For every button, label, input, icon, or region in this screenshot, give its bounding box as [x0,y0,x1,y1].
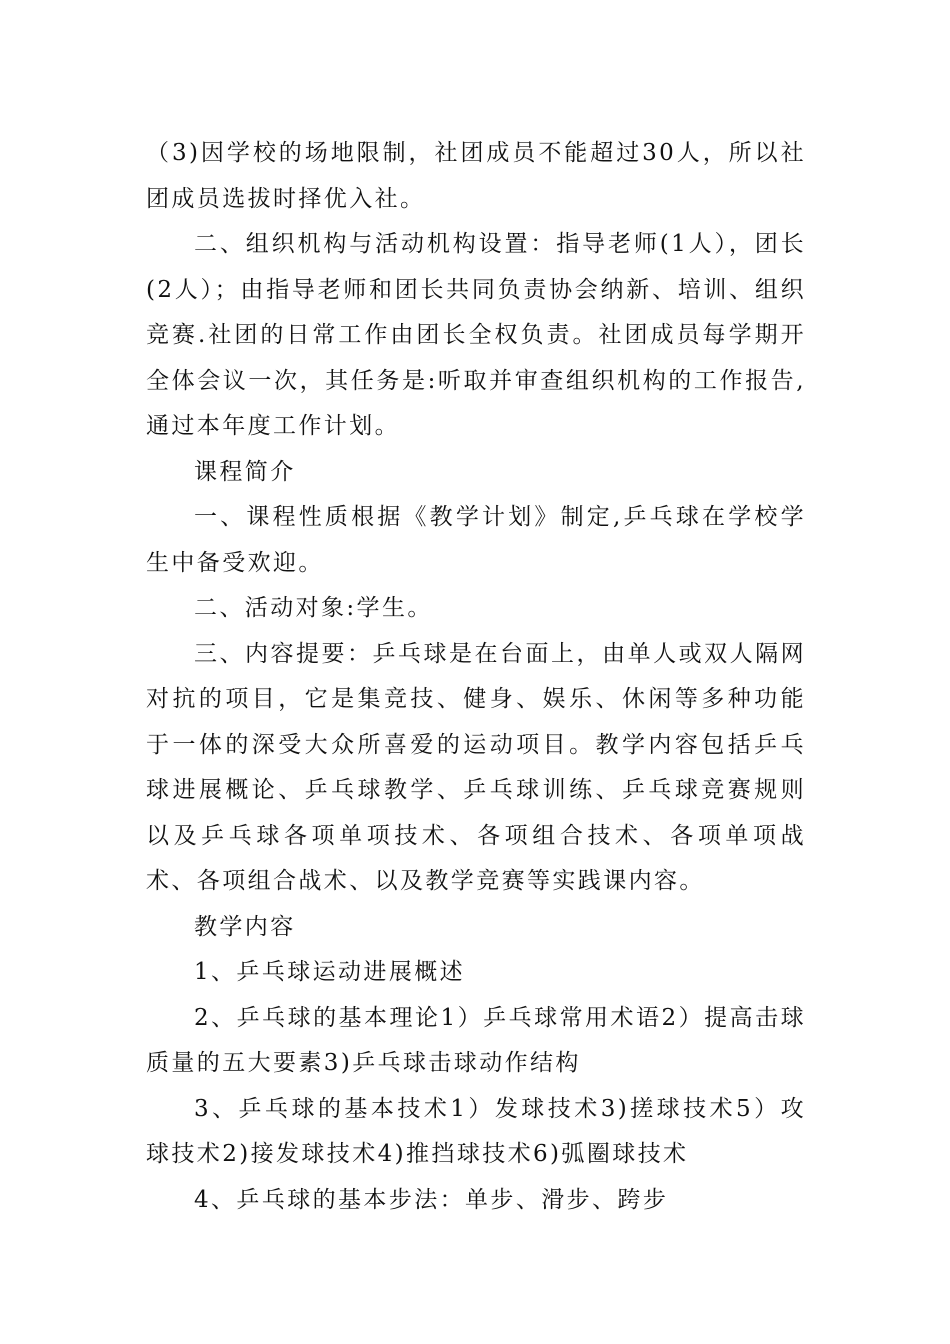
heading-teaching-content: 教学内容 [194,913,296,940]
list-item-4: 4、乒乓球的基本步法：单步、滑步、跨步 [194,1186,669,1213]
paragraph-summary: 三、内容提要：乒乓球是在台面上，由单人或双人隔网对抗的项目，它是集竞技、健身、娱乐、休闲等多种功能于一体的深受大众所喜爱的运动项目。教学内容包括乒乓球进展概论、乒乓球教学、乒乓球训练、乒乓球竞赛规则以及乒乓球各项单项技术、各项组合技术、各项单项战术、各项组合战术、以及教学竞赛等实践课内容。 [146,640,806,894]
document-body [146,131,806,1223]
list-item-2: 2、乒乓球的基本理论1）乒乓球常用术语2）提高击球质量的五大要素3)乒乓球击球动作结构 [146,1004,806,1076]
paragraph-membership-limit: （3)因学校的场地限制，社团成员不能超过30人，所以社团成员选拔时择优入社。 [146,140,806,212]
paragraph-course-nature: 一、课程性质根据《教学计划》制定,乒乓球在学校学生中备受欢迎。 [146,504,806,576]
heading-course-intro: 课程简介 [194,458,296,485]
paragraph-organization: 二、组织机构与活动机构设置：指导老师(1人），团长(2人）；由指导老师和团长共同负责协会纳新、培训、组织竞赛.社团的日常工作由团长全权负责。社团成员每学期开全体会议一次，其任务是:听取并审查组织机构的工作报告,通过本年度工作计划。 [146,231,806,439]
list-item-3: 3、乒乓球的基本技术1）发球技术3)搓球技术5）攻球技术2)接发球技术4)推挡球技术6)弧圈球技术 [146,1095,806,1167]
paragraph-audience: 二、活动对象:学生。 [194,595,433,621]
list-item-1: 1、乒乓球运动进展概述 [194,959,466,985]
